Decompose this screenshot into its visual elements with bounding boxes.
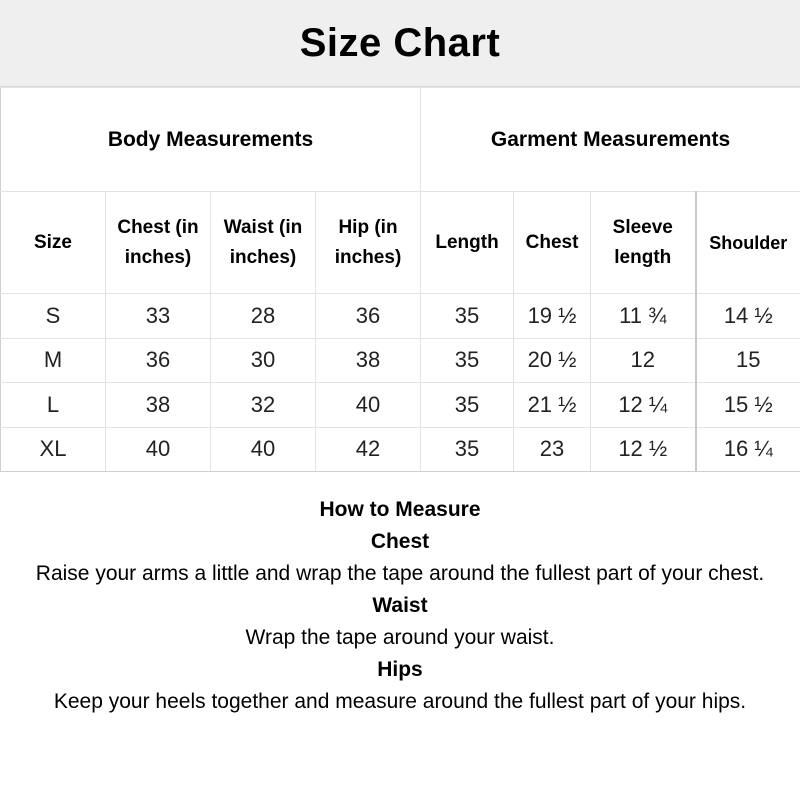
garment-chest-cell: 19 ½ xyxy=(514,294,591,339)
size-cell: L xyxy=(1,383,106,428)
body-chest-cell: 40 xyxy=(106,427,211,472)
length-cell: 35 xyxy=(421,294,514,339)
table-row xyxy=(1,383,800,428)
column-header-size: Size xyxy=(1,192,106,294)
size-cell: M xyxy=(1,338,106,383)
sleeve-length-cell: 12 xyxy=(591,338,696,383)
column-header-body-chest: Chest (in inches) xyxy=(106,192,211,294)
garment-chest-cell: 20 ½ xyxy=(514,338,591,383)
hip-cell: 42 xyxy=(316,427,421,472)
shoulder-cell: 14 ½ xyxy=(696,294,800,339)
size-cell: XL xyxy=(1,427,106,472)
waist-cell: 40 xyxy=(211,427,316,472)
chest-instruction-text: Raise your arms a little and wrap the tape around the fullest part of your chest. xyxy=(35,562,765,585)
column-header-shoulder: Shoulder xyxy=(696,192,800,294)
sleeve-length-cell: 12 ½ xyxy=(591,427,696,472)
column-header-hip: Hip (in inches) xyxy=(316,192,421,294)
size-cell: S xyxy=(1,294,106,339)
page-title: Size Chart xyxy=(299,20,501,65)
how-to-measure-heading: How to Measure xyxy=(319,498,481,521)
table-row xyxy=(1,294,800,339)
hip-cell: 40 xyxy=(316,383,421,428)
shoulder-cell: 15 ½ xyxy=(696,383,800,428)
table-row xyxy=(1,338,800,383)
garment-measurements-heading: Garment Measurements xyxy=(421,88,800,192)
chest-instruction-title: Chest xyxy=(370,530,430,553)
column-header-waist: Waist (in inches) xyxy=(211,192,316,294)
garment-chest-cell: 23 xyxy=(514,427,591,472)
body-measurements-heading: Body Measurements xyxy=(1,88,421,192)
waist-cell: 32 xyxy=(211,383,316,428)
sleeve-length-cell: 11 ¾ xyxy=(591,294,696,339)
hip-cell: 38 xyxy=(316,338,421,383)
size-chart-table xyxy=(0,87,800,472)
body-chest-cell: 38 xyxy=(106,383,211,428)
table-row xyxy=(1,427,800,472)
title-bar xyxy=(0,0,800,87)
shoulder-cell: 16 ¼ xyxy=(696,427,800,472)
waist-instruction-text: Wrap the tape around your waist. xyxy=(245,626,555,649)
column-header-length: Length xyxy=(421,192,514,294)
body-chest-cell: 36 xyxy=(106,338,211,383)
body-chest-cell: 33 xyxy=(106,294,211,339)
group-header-row xyxy=(1,88,800,192)
how-to-measure-section xyxy=(0,494,800,718)
hips-instruction-title: Hips xyxy=(377,658,423,681)
garment-chest-cell: 21 ½ xyxy=(514,383,591,428)
length-cell: 35 xyxy=(421,427,514,472)
sleeve-length-cell: 12 ¼ xyxy=(591,383,696,428)
column-header-row xyxy=(1,192,800,294)
column-header-garment-chest: Chest xyxy=(514,192,591,294)
waist-instruction-title: Waist xyxy=(372,594,428,617)
column-header-sleeve-length: Sleeve length xyxy=(591,192,696,294)
waist-cell: 28 xyxy=(211,294,316,339)
shoulder-cell: 15 xyxy=(696,338,800,383)
hips-instruction-text: Keep your heels together and measure around the fullest part of your hips. xyxy=(53,690,747,713)
length-cell: 35 xyxy=(421,383,514,428)
waist-cell: 30 xyxy=(211,338,316,383)
hip-cell: 36 xyxy=(316,294,421,339)
length-cell: 35 xyxy=(421,338,514,383)
